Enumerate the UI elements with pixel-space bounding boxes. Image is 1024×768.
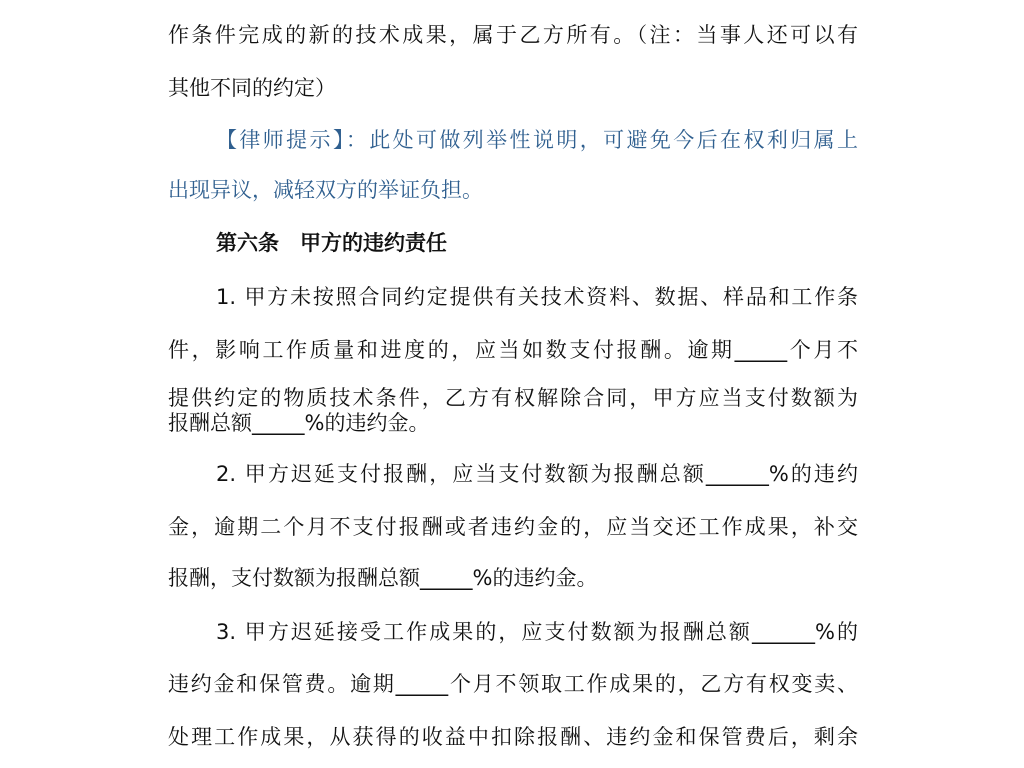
- clause-line: 违约金和保管费。逾期_____个月不领取工作成果的，乙方有权变卖、: [168, 672, 858, 696]
- clause-line: 报酬总额_____%的违约金。: [168, 411, 430, 435]
- clause-line: 金，逾期二个月不支付报酬或者违约金的，应当交还工作成果，补交: [168, 515, 858, 539]
- clause-line: 报酬，支付数额为报酬总额_____%的违约金。: [168, 566, 598, 590]
- clause-line: 2. 甲方迟延支付报酬，应当支付数额为报酬总额______%的违约: [216, 462, 858, 486]
- lawyer-tip-line: 出现异议，减轻双方的举证负担。: [168, 178, 483, 202]
- paragraph-line: 其他不同的约定）: [168, 76, 336, 100]
- lawyer-tip-line: 【律师提示】：此处可做列举性说明，可避免今后在权利归属上: [216, 128, 858, 152]
- paragraph-line: 作条件完成的新的技术成果，属于乙方所有。（注：当事人还可以有: [168, 23, 858, 47]
- section-heading: 第六条 甲方的违约责任: [216, 231, 447, 255]
- clause-line: 处理工作成果，从获得的收益中扣除报酬、违约金和保管费后，剩余: [168, 725, 858, 749]
- clause-line: 1. 甲方未按照合同约定提供有关技术资料、数据、样品和工作条: [216, 285, 858, 309]
- clause-line: 3. 甲方迟延接受工作成果的，应支付数额为报酬总额______%的: [216, 620, 858, 644]
- clause-line: 提供约定的物质技术条件，乙方有权解除合同，甲方应当支付数额为: [168, 386, 858, 410]
- clause-line: 件，影响工作质量和进度的，应当如数支付报酬。逾期_____个月不: [168, 338, 858, 362]
